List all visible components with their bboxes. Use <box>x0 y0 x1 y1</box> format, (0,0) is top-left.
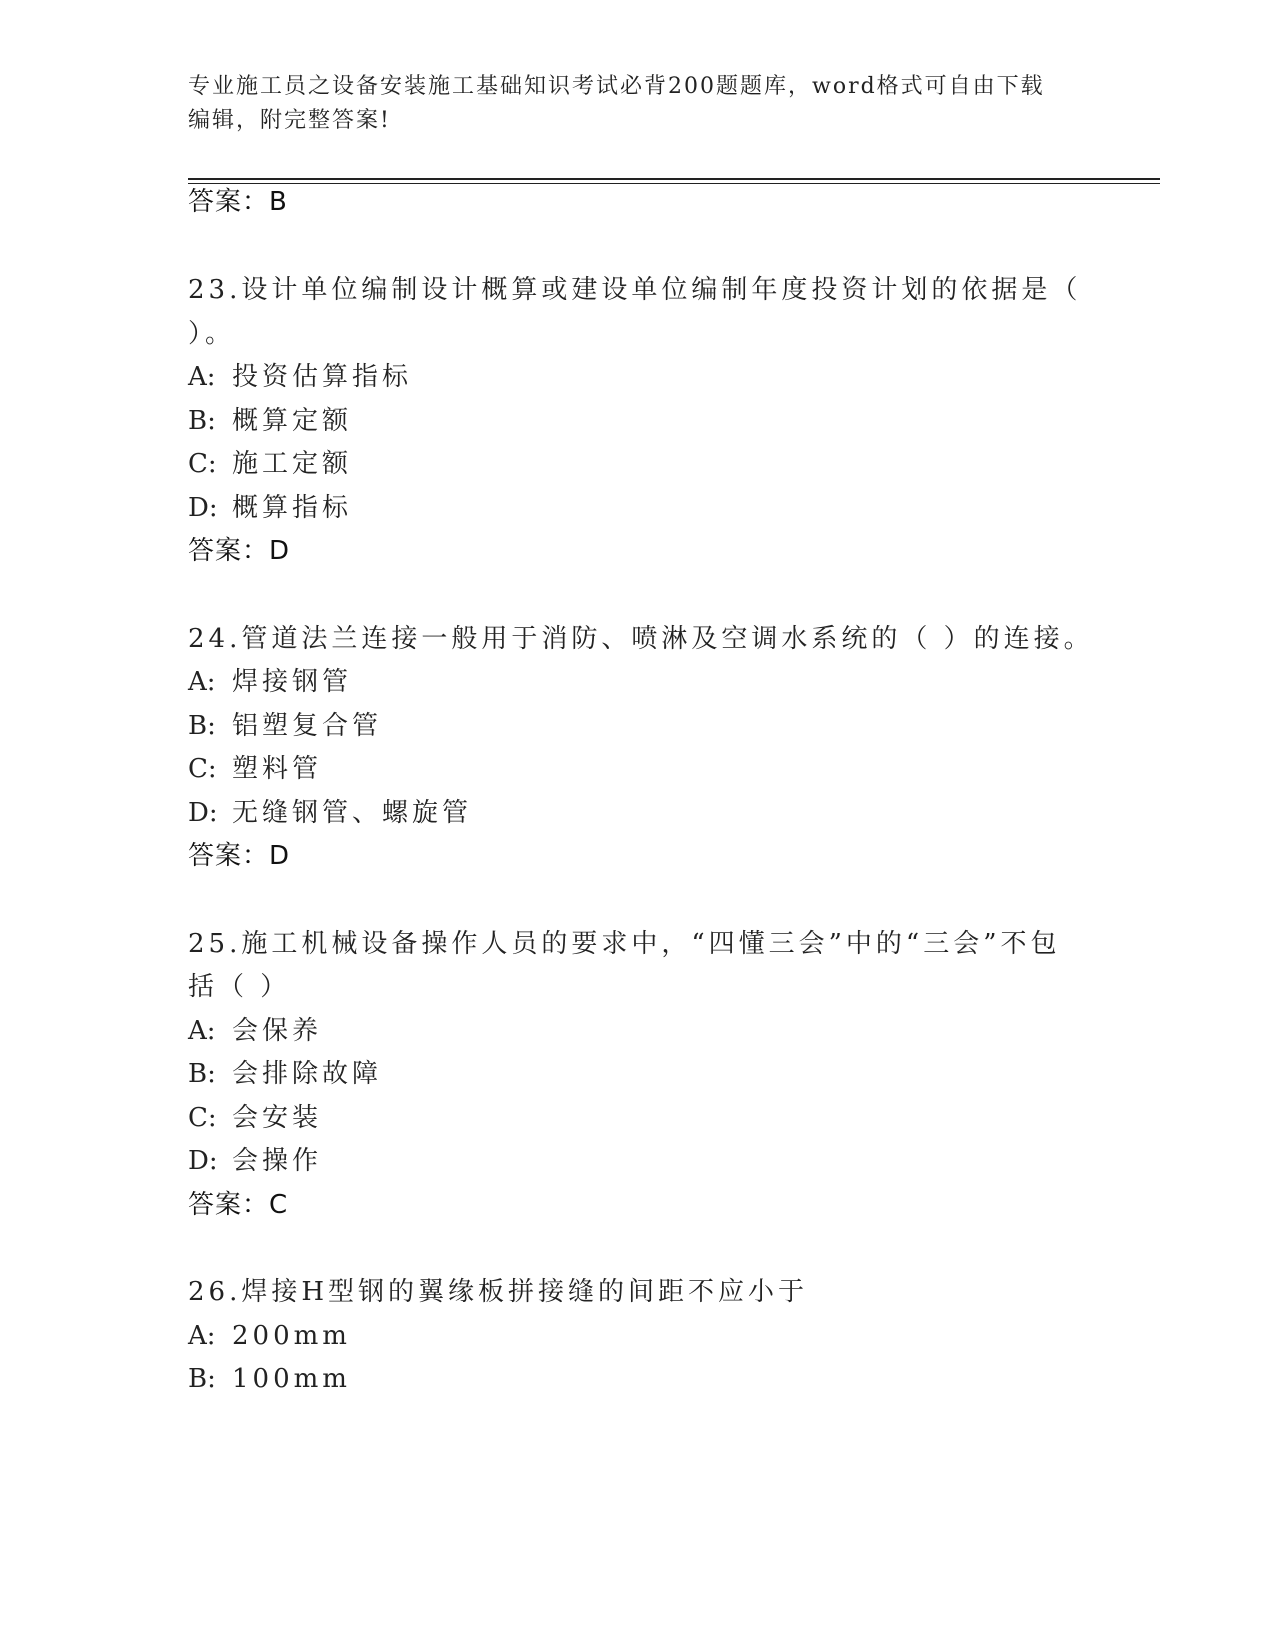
question-26-line-1: 26.焊接H型钢的翼缘板拼接缝的间距不应小于 <box>188 1277 809 1307</box>
question-25-option-b <box>188 1057 1088 1091</box>
option-text: 会安装 <box>232 1103 323 1133</box>
question-25-answer: 答案：C <box>188 1190 289 1220</box>
option-letter: A: <box>188 1016 216 1046</box>
option-letter: B: <box>188 711 216 741</box>
option-letter: D: <box>188 798 218 828</box>
question-24-option-a <box>188 665 1088 699</box>
option-letter: B: <box>188 406 216 436</box>
option-letter: A: <box>188 667 216 697</box>
question-25-line-1: 25.施工机械设备操作人员的要求中，“四懂三会”中的“三会”不包 <box>188 929 1061 959</box>
question-26-option-a <box>188 1319 1088 1353</box>
option-letter: C: <box>188 449 217 479</box>
option-text: 无缝钢管、螺旋管 <box>232 798 473 828</box>
question-24-answer: 答案：D <box>188 841 291 871</box>
option-text: 100mm <box>232 1364 351 1394</box>
header-divider-thick <box>188 178 1160 180</box>
option-letter: D: <box>188 493 218 523</box>
question-23-option-c <box>188 447 1088 481</box>
question-25-option-d <box>188 1144 1088 1178</box>
option-text: 投资估算指标 <box>232 362 413 392</box>
option-letter: C: <box>188 1103 217 1133</box>
option-text: 施工定额 <box>232 449 353 479</box>
question-25-option-a <box>188 1014 1088 1048</box>
header-line-2: 编辑，附完整答案! <box>188 108 391 133</box>
question-23-option-b <box>188 404 1088 438</box>
answer-previous: 答案：B <box>188 187 288 217</box>
header-line-1: 专业施工员之设备安装施工基础知识考试必背200题题库，word格式可自由下载 <box>188 74 1045 99</box>
option-text: 塑料管 <box>232 754 323 784</box>
option-text: 会保养 <box>232 1016 323 1046</box>
question-23-option-d <box>188 491 1088 525</box>
question-23-answer: 答案：D <box>188 536 291 566</box>
option-letter: C: <box>188 754 217 784</box>
question-23-line-1: 23.设计单位编制设计概算或建设单位编制年度投资计划的依据是（ <box>188 275 1082 305</box>
question-23-option-a <box>188 360 1088 394</box>
header-divider-thin <box>188 183 1160 184</box>
option-letter: A: <box>188 362 216 392</box>
question-24-option-d <box>188 796 1088 830</box>
option-text: 会操作 <box>232 1146 323 1176</box>
option-letter: B: <box>188 1059 216 1089</box>
question-25-line-2: 括（ ） <box>188 972 291 1002</box>
option-letter: A: <box>188 1321 216 1351</box>
question-23-line-2: ）。 <box>188 319 236 349</box>
question-24-line-1: 24.管道法兰连接一般用于消防、喷淋及空调水系统的（ ）的连接。 <box>188 624 1094 654</box>
option-letter: B: <box>188 1364 216 1394</box>
option-letter: D: <box>188 1146 218 1176</box>
option-text: 焊接钢管 <box>232 667 353 697</box>
option-text: 200mm <box>232 1321 351 1351</box>
document-header <box>188 70 1088 138</box>
question-24-option-b <box>188 709 1088 743</box>
question-24-option-c <box>188 752 1088 786</box>
option-text: 概算定额 <box>232 406 353 436</box>
option-text: 概算指标 <box>232 493 353 523</box>
option-text: 铝塑复合管 <box>232 711 383 741</box>
question-25-option-c <box>188 1101 1088 1135</box>
question-26-option-b <box>188 1362 1088 1396</box>
option-text: 会排除故障 <box>232 1059 383 1089</box>
